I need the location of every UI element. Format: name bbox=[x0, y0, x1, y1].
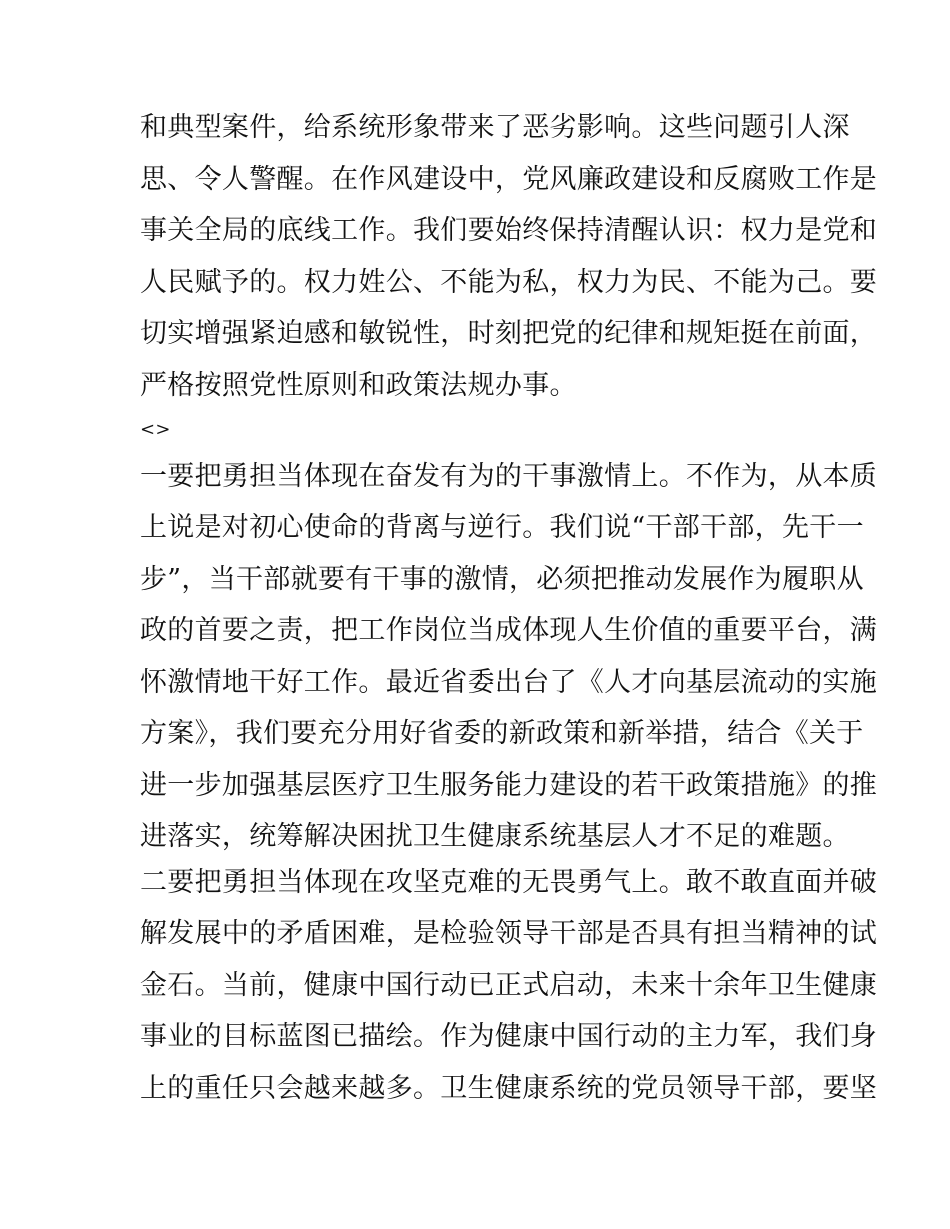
text-line: 方案》，我们要充分用好省委的新政策和新举措，结合《关于 bbox=[140, 718, 864, 749]
text-line: 事关全局的底线工作。我们要始终保持清醒认识：权力是党和 bbox=[140, 215, 878, 246]
text-line: 切实增强紧迫感和敏锐性，时刻把党的纪律和规矩挺在前面， bbox=[140, 318, 878, 349]
text-line: 事业的目标蓝图已描绘。作为健康中国行动的主力军，我们身 bbox=[140, 1021, 878, 1052]
text-line: 步”，当干部就要有干事的激情，必须把推动发展作为履职从 bbox=[140, 564, 864, 595]
text-line: 思、令人警醒。在作风建设中，党风廉政建设和反腐败工作是 bbox=[140, 164, 878, 195]
text-line: 人民赋予的。权力姓公、不能为私，权力为民、不能为己。要 bbox=[140, 267, 878, 298]
text-line: 二要把勇担当体现在攻坚克难的无畏勇气上。敢不敢直面并破 bbox=[140, 867, 878, 898]
text-line: 上的重任只会越来越多。卫生健康系统的党员领导干部，要坚 bbox=[140, 1073, 878, 1104]
text-line: 进一步加强基层医疗卫生服务能力建设的若干政策措施》的推 bbox=[140, 770, 878, 801]
text-line: 和典型案件，给系统形象带来了恶劣影响。这些问题引人深 bbox=[140, 112, 850, 143]
text-line: 政的首要之责，把工作岗位当成体现人生价值的重要平台，满 bbox=[140, 615, 878, 646]
text-line: 金石。当前，健康中国行动已正式启动，未来十余年卫生健康 bbox=[140, 970, 878, 1001]
text-line: 严格按照党性原则和政策法规办事。 bbox=[140, 370, 577, 401]
text-line: 一要把勇担当体现在奋发有为的干事激情上。不作为，从本质 bbox=[140, 461, 878, 492]
text-line: 上说是对初心使命的背离与逆行。我们说“干部干部，先干一 bbox=[140, 512, 864, 543]
text-line: 解发展中的矛盾困难，是检验领导干部是否具有担当精神的试 bbox=[140, 918, 878, 949]
placeholder-marker: <> bbox=[140, 419, 171, 440]
text-line: 怀激情地干好工作。最近省委出台了《人才向基层流动的实施 bbox=[140, 667, 878, 698]
text-line: 进落实，统筹解决困扰卫生健康系统基层人才不足的难题。 bbox=[140, 821, 850, 852]
